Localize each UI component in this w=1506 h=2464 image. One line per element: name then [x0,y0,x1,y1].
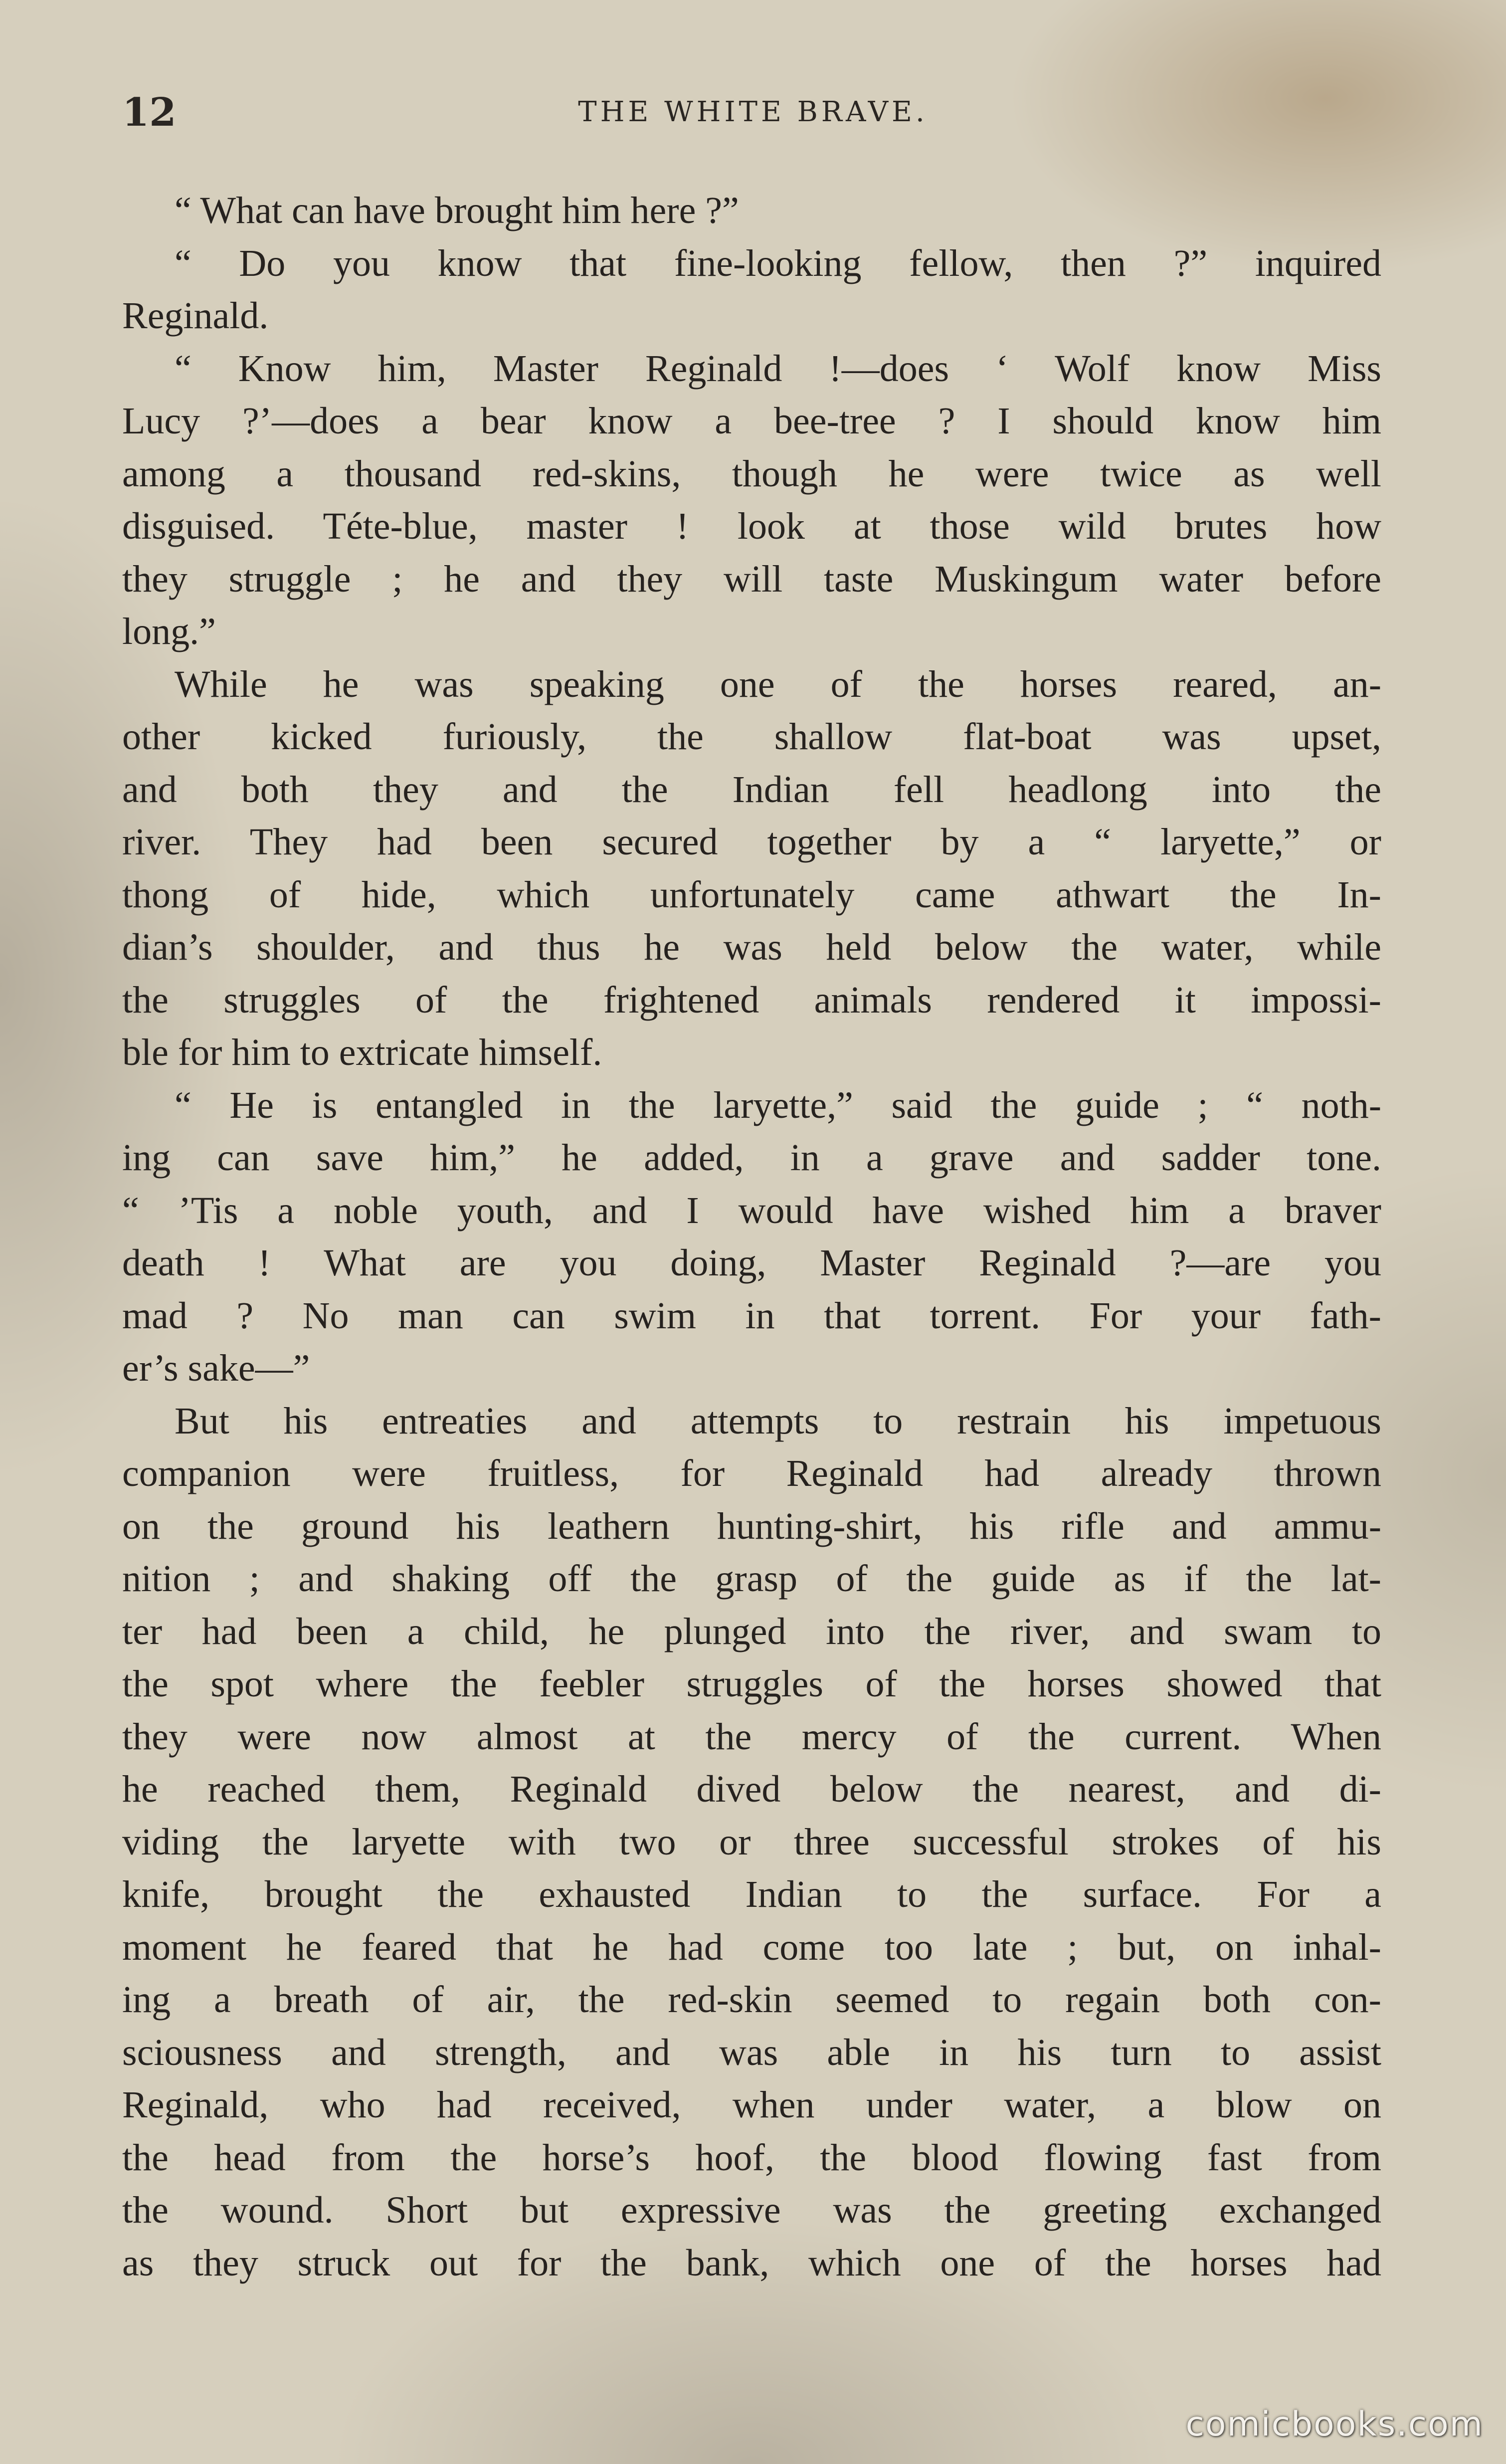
text-line: ing can save him,” he added, in a grave and sadder tone. [122,1137,1381,1179]
text-line: ble for him to extricate himself. [122,1031,602,1073]
text-line: the head from the horse’s hoof, the blood flowing fast from [122,2136,1381,2179]
text-line: among a thousand red-skins, though he were twice as well [122,452,1381,495]
running-title: THE WHITE BRAVE. [578,96,928,128]
text-line: ter had been a child, he plunged into the river, and swam to [122,1610,1381,1652]
text-line: er’s sake—” [122,1347,310,1389]
text-line: While he was speaking one of the horses reared, an- [175,663,1381,705]
text-line: thong of hide, which unfortunately came athwart the In- [122,873,1381,916]
text-line: and both they and the Indian fell headlong into the [122,768,1381,811]
text-line: the wound. Short but expressive was the greeting exchanged [122,2189,1381,2231]
text-line: viding the laryette with two or three successful strokes of his [122,1821,1381,1863]
text-line: nition ; and shaking off the grasp of the guide as if the lat- [122,1558,1381,1600]
text-line: “ Know him, Master Reginald !—does ‘ Wolf know Miss [175,347,1381,390]
text-line: knife, brought the exhausted Indian to the surface. For a [122,1873,1381,1915]
text-line: Reginald, who had received, when under water, a blow on [122,2084,1381,2126]
text-line: on the ground his leathern hunting-shirt, his rifle and ammu- [122,1505,1381,1547]
text-line: “ ’Tis a noble youth, and I would have wished him a braver [122,1189,1381,1232]
text-line: dian’s shoulder, and thus he was held below the water, while [122,926,1381,968]
text-line: Lucy ?’—does a bear know a bee-tree ? I should know him [122,400,1381,442]
text-line: ing a breath of air, the red-skin seemed to regain both con- [122,1979,1381,2021]
text-line: companion were fruitless, for Reginald had already thrown [122,1452,1381,1494]
text-line: other kicked furiously, the shallow flat-boat was upset, [122,716,1381,758]
page-header [122,85,1384,145]
text-line: long.” [122,611,216,652]
text-line: moment he feared that he had come too late ; but, on inhal- [122,1926,1381,1968]
page-number: 12 [122,90,177,135]
text-line: “ What can have brought him here ?” [175,190,739,231]
text-line: they struggle ; he and they will taste Muskingum water before [122,558,1381,600]
text-line: death ! What are you doing, Master Reginald ?—are you [122,1242,1381,1284]
text-line: they were now almost at the mercy of the current. When [122,1715,1381,1758]
watermark-text: comicbooks.com [1185,2405,1484,2444]
text-line: the spot where the feebler struggles of the horses showed that [122,1663,1381,1705]
text-line: river. They had been secured together by a “ laryette,” or [122,821,1381,863]
text-line: as they struck out for the bank, which one of the horses had [122,2242,1381,2284]
text-line: he reached them, Reginald dived below the nearest, and di- [122,1768,1381,1810]
text-line: the struggles of the frightened animals rendered it impossi- [122,979,1381,1021]
text-line: “ Do you know that fine-looking fellow, then ?” inquired [175,242,1381,284]
text-line: Reginald. [122,295,269,337]
body-text [122,185,1381,2289]
text-line: sciousness and strength, and was able in his turn to assist [122,2031,1381,2073]
text-line: “ He is entangled in the laryette,” said the guide ; “ noth- [175,1084,1381,1126]
text-line: mad ? No man can swim in that torrent. For your fath- [122,1294,1381,1337]
text-line: disguised. Téte-blue, master ! look at those wild brutes how [122,505,1381,547]
text-line: But his entreaties and attempts to restrain his impetuous [175,1400,1381,1442]
